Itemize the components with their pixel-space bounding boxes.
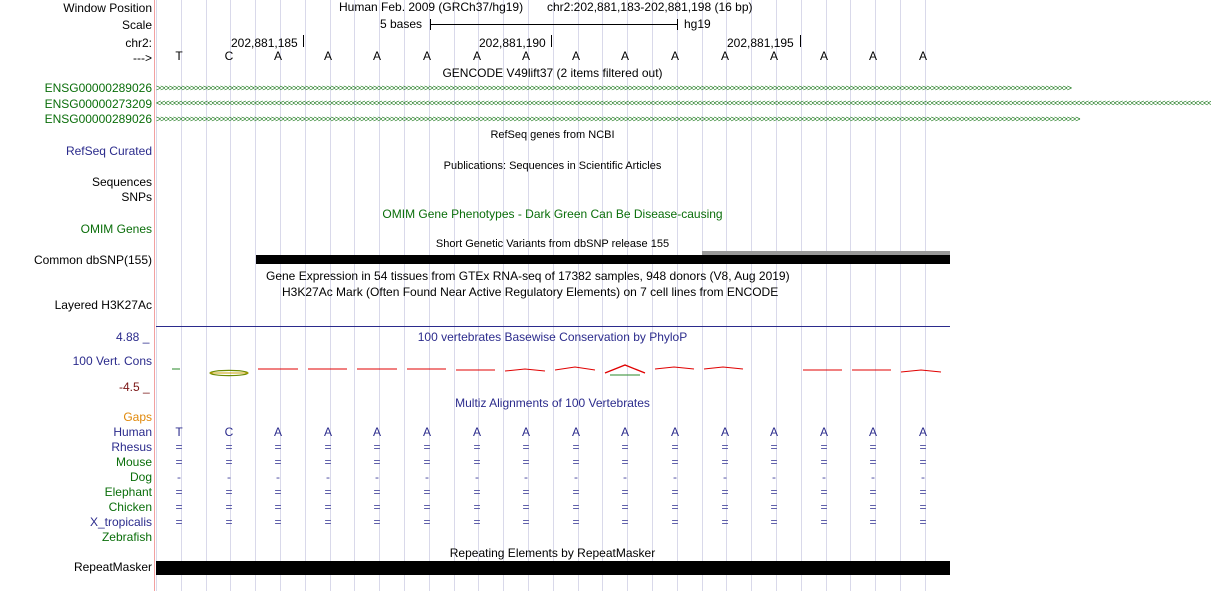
alignment-symbol: = [423,440,431,454]
alignment-symbol: = [324,455,332,469]
alignment-symbol: = [721,515,729,529]
alignment-symbol: = [820,515,828,529]
alignment-symbol: A [273,425,282,439]
alignment-symbol: - [524,470,528,484]
alignment-symbol: - [822,470,826,484]
alignment-symbol: A [720,425,729,439]
sequence-base: A [273,49,282,63]
gencode-item-label[interactable]: ENSG00000289026 [44,112,152,126]
alignment-symbol: - [574,470,578,484]
alignment-symbol: = [770,485,778,499]
species-label[interactable]: Chicken [108,500,152,514]
track-divider [156,326,950,327]
alignment-symbol: = [820,440,828,454]
sequence-base: A [868,49,877,63]
alignment-symbol: = [621,515,629,529]
alignment-symbol: A [670,425,679,439]
alignment-symbol: = [919,485,927,499]
alignment-symbol: = [621,500,629,514]
repeatmasker-element-bar[interactable] [156,561,950,575]
refseq-curated-label[interactable]: RefSeq Curated [65,144,152,158]
sequence-base: A [323,49,332,63]
species-label[interactable]: X_tropicalis [89,515,152,529]
sequence-base: A [372,49,381,63]
alignment-symbol: - [276,470,280,484]
alignment-symbol: = [621,440,629,454]
alignment-symbol: = [770,515,778,529]
strand-label: ---> [133,51,152,65]
omim-genes-label[interactable]: OMIM Genes [80,222,152,236]
dbsnp-label[interactable]: Common dbSNP(155) [33,253,152,267]
gencode-item-feature[interactable]: >>>>>>>>>>>>>>>>>>>>>>>>>>>>>>>>>>>>>>>>>>>>>>>>>>>>>>>>>>>>>>>>>>>>>>>>>>>>>>>>>>>>>>>>>>>>>>>>>>>>>>>>>>>>>>>>>>>>>>>>>>>>>>>>>>>>>>>>>>>>>>>>>>>>>>>>>>>>>>>>>>>>>>>>>>>>>>>>>>>>>>>>>>>>>>>>>>>>>>>>>>>>>>>>>>>>>>> [156,83,1072,93]
alignment-symbol: - [871,470,875,484]
alignment-symbol: = [473,500,481,514]
alignment-symbol: = [869,485,877,499]
alignment-symbol: = [175,485,183,499]
sequence-base: A [720,49,729,63]
alignment-symbol: = [721,455,729,469]
gencode-item-feature[interactable]: >>>>>>>>>>>>>>>>>>>>>>>>>>>>>>>>>>>>>>>>>>>>>>>>>>>>>>>>>>>>>>>>>>>>>>>>>>>>>>>>>>>>>>>>>>>>>>>>>>>>>>>>>>>>>>>>>>>>>>>>>>>>>>>>>>>>>>>>>>>>>>>>>>>>>>>>>>>>>>>>>>>>>>>>>>>>>>>>>>>>>>>>>>>>>>>>>>>>>>>>>>>>>>>>>>>>>>>>> [156,114,1080,124]
alignment-symbol: = [373,485,381,499]
alignment-symbol: = [324,500,332,514]
scale-label: Scale [121,18,152,32]
alignment-symbol: - [227,470,231,484]
alignment-symbol: = [225,485,233,499]
gaps-label[interactable]: Gaps [123,410,152,424]
alignment-symbol: = [423,485,431,499]
alignment-symbol: = [820,455,828,469]
scale-bar-left-tick [430,19,431,30]
snps-label[interactable]: SNPs [121,190,152,204]
alignment-symbol: = [324,485,332,499]
sequence-base: A [571,49,580,63]
h3k27ac-label[interactable]: Layered H3K27Ac [54,298,152,312]
coord-label: 202,881,185 [231,36,298,50]
repeatmasker-track-title[interactable]: Repeating Elements by RepeatMasker [449,546,656,560]
phylop-graph[interactable] [0,360,950,384]
phylop-bar [655,367,694,369]
sequence-base: A [670,49,679,63]
alignment-symbol: A [868,425,877,439]
alignment-symbol: = [473,515,481,529]
scale-bar-right-tick [677,19,678,30]
alignment-symbol: = [423,455,431,469]
alignment-symbol: A [422,425,431,439]
alignment-symbol: - [772,470,776,484]
alignment-symbol: = [423,500,431,514]
alignment-symbol: A [521,425,530,439]
alignment-symbol: = [671,515,679,529]
alignment-symbol: = [274,440,282,454]
multiz-track-title[interactable]: Multiz Alignments of 100 Vertebrates [455,396,650,410]
alignment-symbol: = [671,455,679,469]
alignment-symbol: = [770,500,778,514]
species-label[interactable]: Dog [129,470,152,484]
alignment-symbol: C [224,425,234,439]
dbsnp-variant-bar[interactable] [256,255,950,264]
alignment-symbol: = [373,500,381,514]
sequence-base: A [472,49,481,63]
sequence-base: A [918,49,927,63]
species-label[interactable]: Rhesus [111,440,152,454]
alignment-symbol: - [425,470,429,484]
alignment-symbol: = [175,515,183,529]
alignment-symbol: = [522,500,530,514]
repeatmasker-label[interactable]: RepeatMasker [73,560,152,574]
position-readout: chr2:202,881,183-202,881,198 (16 bp) [547,0,753,14]
sequence-base: A [521,49,530,63]
phylop-bar [555,367,595,370]
coord-tick [551,35,552,47]
species-label[interactable]: Zebrafish [101,530,152,544]
alignment-symbol: = [919,440,927,454]
alignment-symbol: - [375,470,379,484]
alignment-symbol: = [721,485,729,499]
alignment-symbol: = [473,455,481,469]
phylop-bar [605,365,645,373]
gencode-item-label[interactable]: ENSG00000289026 [44,81,152,95]
alignment-symbol: = [373,455,381,469]
alignment-symbol: = [869,440,877,454]
alignment-symbol: - [921,470,925,484]
alignment-symbol: A [918,425,927,439]
sequence-base: A [422,49,431,63]
refseq-track-title[interactable]: RefSeq genes from NCBI [490,129,615,141]
alignment-symbol: = [373,440,381,454]
alignment-symbol: = [522,515,530,529]
coord-label: 202,881,195 [727,36,794,50]
alignment-symbol: = [671,500,679,514]
alignment-symbol: A [472,425,481,439]
alignment-symbol: = [770,440,778,454]
alignment-symbol: = [225,440,233,454]
alignment-symbol: - [673,470,677,484]
omim-track-title[interactable]: OMIM Gene Phenotypes - Dark Green Can Be Disease-causing [382,207,723,221]
sequence-base: A [819,49,828,63]
alignment-symbol: = [621,485,629,499]
alignment-symbol: = [473,485,481,499]
alignment-symbol: A [571,425,580,439]
alignment-symbol: = [572,440,580,454]
alignment-symbol: = [373,515,381,529]
alignment-symbol: = [572,500,580,514]
gencode-item-feature[interactable]: <<<<<<<<<<<<<<<<<<<<<<<<<<<<<<<<<<<<<<<<<<<<<<<<<<<<<<<<<<<<<<<<<<<<<<<<<<<<<<<<<<<<<<<<<<<<<<<<<<<<<<<<<<<<<<<<<<<<<<<<<<<<<<<<<<<<<<<<<<<<<<<<<<<<<<<<<<<<<<<<<<<<<<<<<<<<<<<<<<<<<<<<<<<<<<<<<<<<<<<<<<<<<<<<<<<<<<<<<<<<<<<<<<<<<<<<<<<<<<<<<<<<<<<< [156,98,1211,108]
alignment-symbol: = [274,485,282,499]
phylop-track-title[interactable]: 100 vertebrates Basewise Conservation by PhyloP [417,330,688,344]
alignment-symbol: = [919,455,927,469]
species-label[interactable]: Mouse [115,455,152,469]
alignment-symbol: - [326,470,330,484]
sequence-base: A [769,49,778,63]
alignment-symbol: - [475,470,479,484]
phylop-bar [901,370,941,372]
window-position-label: Window Position [63,1,152,15]
alignment-symbol: = [919,500,927,514]
alignment-symbol: = [869,500,877,514]
phylop-min-label: -4.5 _ [119,380,150,394]
alignment-symbol: = [274,515,282,529]
alignment-symbol: = [522,455,530,469]
sequence-row [0,49,950,63]
coord-tick [303,35,304,47]
alignment-symbol: = [175,440,183,454]
sequence-base: T [175,49,183,63]
gencode-item-label[interactable]: ENSG00000273209 [44,97,152,111]
dbsnp-track-title[interactable]: Short Genetic Variants from dbSNP release 155 [435,238,670,250]
coord-tick [800,35,801,47]
alignment-symbol: = [324,515,332,529]
h3k27ac-track-title[interactable]: H3K27Ac Mark (Often Found Near Active Regulatory Elements) on 7 cell lines from ENCODE [282,285,779,299]
alignment-symbol: = [225,500,233,514]
gtex-track-title[interactable]: Gene Expression in 54 tissues from GTEx RNA-seq of 17382 samples, 948 donors (V8, Aug 2019) [266,269,790,283]
coord-label: 202,881,190 [479,36,546,50]
alignment-symbol: T [175,425,183,439]
alignment-symbol: = [721,440,729,454]
label-separator [154,0,155,591]
alignment-symbol: = [324,440,332,454]
assembly-title: Human Feb. 2009 (GRCh37/hg19) [339,0,524,14]
alignment-symbol: = [572,515,580,529]
scale-bar [430,24,678,25]
alignment-symbol: = [919,515,927,529]
alignment-symbol: A [323,425,332,439]
alignment-symbol: = [869,515,877,529]
alignment-symbol: = [522,485,530,499]
alignment-symbol: = [820,485,828,499]
alignment-symbol: = [572,485,580,499]
scale-db: hg19 [684,17,711,31]
species-label[interactable]: Human [113,425,152,439]
alignment-symbol: = [671,440,679,454]
alignment-symbol: A [769,425,778,439]
sequences-label[interactable]: Sequences [91,175,152,189]
dbsnp-variant-bar-secondary[interactable] [702,251,950,255]
alignment-symbol: A [620,425,629,439]
gencode-track-title[interactable]: GENCODE V49lift37 (2 items filtered out) [442,66,663,80]
alignment-symbol: = [473,440,481,454]
alignment-symbol: = [225,515,233,529]
alignment-symbol: = [621,455,629,469]
alignment-symbol: A [372,425,381,439]
phylop-max-label: 4.88 _ [116,330,150,344]
sequence-base: C [224,49,234,63]
alignment-symbol: = [820,500,828,514]
phylop-bar [505,369,545,371]
alignment-symbol: = [423,515,431,529]
alignment-symbol: = [572,455,580,469]
alignment-symbol: - [623,470,627,484]
alignment-symbol: = [175,455,183,469]
alignment-symbol: = [274,500,282,514]
alignment-symbol: = [522,440,530,454]
alignment-symbol: = [274,455,282,469]
alignment-symbol: = [721,500,729,514]
sequence-base: A [620,49,629,63]
phylop-bar [704,367,743,369]
species-label[interactable]: Elephant [104,485,152,499]
alignment-symbol: = [869,455,877,469]
publications-track-title[interactable]: Publications: Sequences in Scientific Articles [443,160,662,172]
alignment-symbol: - [177,470,181,484]
alignment-symbol: = [770,455,778,469]
alignment-symbol: = [225,455,233,469]
alignment-symbol: = [671,485,679,499]
scale-text: 5 bases [380,17,423,31]
alignment-symbol: = [175,500,183,514]
alignment-symbol: A [819,425,828,439]
phylop-label[interactable]: 100 Vert. Cons [72,354,152,368]
chrom-label: chr2: [125,36,152,50]
alignment-symbol: - [723,470,727,484]
